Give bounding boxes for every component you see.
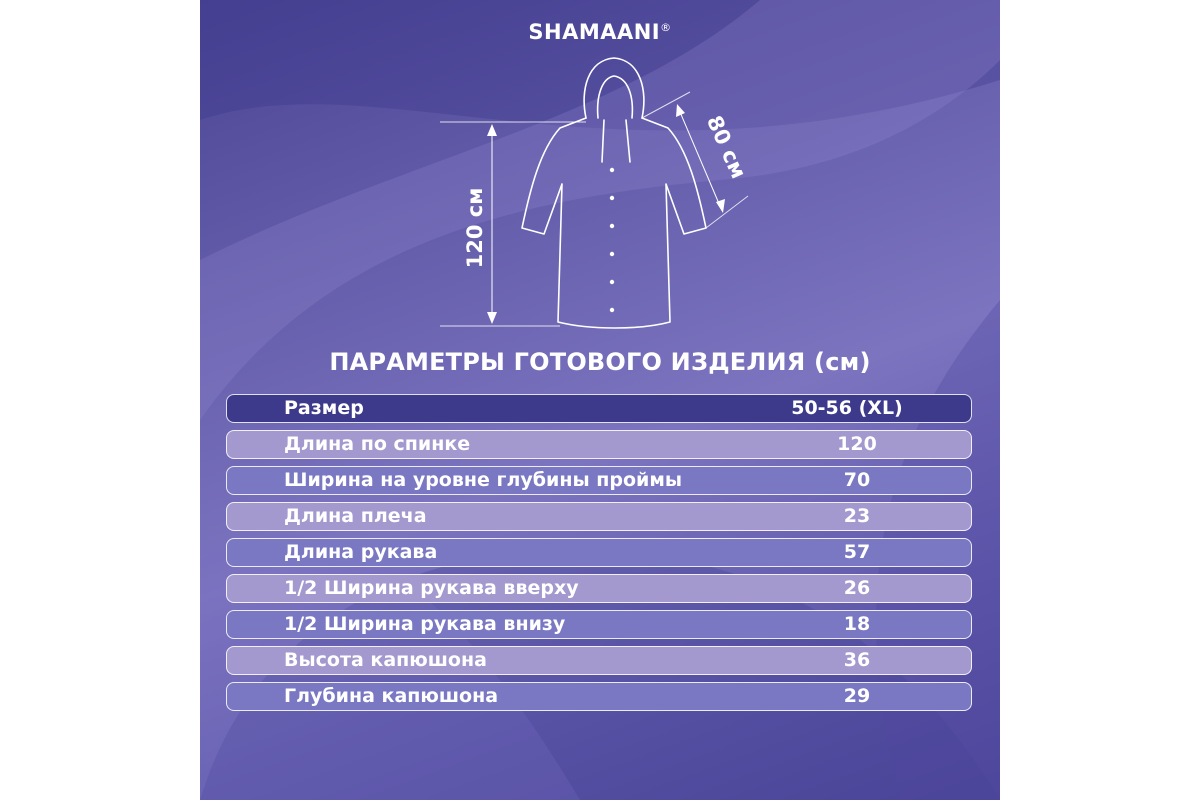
row-param: 1/2 Ширина рукава вверху <box>284 577 579 599</box>
sleeve-dimension-label: 80 см <box>701 112 751 183</box>
row-value: 29 <box>843 685 871 707</box>
row-value: 36 <box>843 649 871 671</box>
row-value: 18 <box>843 613 871 635</box>
raincoat-outline-icon <box>200 0 1000 345</box>
table-row <box>226 430 972 459</box>
table-row <box>226 502 972 531</box>
registered-mark: ® <box>660 21 672 34</box>
table-heading: ПАРАМЕТРЫ ГОТОВОГО ИЗДЕЛИЯ (см) <box>329 348 871 376</box>
table-header-row <box>226 394 972 423</box>
length-dimension-label: 120 см <box>463 187 487 269</box>
row-value: 70 <box>843 469 871 491</box>
row-param: Длина по спинке <box>284 433 471 455</box>
header-value: 50-56 (XL) <box>791 397 903 419</box>
row-value: 120 <box>837 433 877 455</box>
row-param: Высота капюшона <box>284 649 487 671</box>
row-param: Глубина капюшона <box>284 685 499 707</box>
row-param: 1/2 Ширина рукава внизу <box>284 613 566 635</box>
header-param: Размер <box>284 397 364 419</box>
row-value: 57 <box>843 541 871 563</box>
row-param: Ширина на уровне глубины проймы <box>284 469 683 491</box>
table-row <box>226 574 972 603</box>
table-row <box>226 646 972 675</box>
row-param: Длина рукава <box>284 541 438 563</box>
table-row <box>226 466 972 495</box>
row-value: 26 <box>843 577 871 599</box>
brand-name: SHAMAANI <box>528 20 661 44</box>
table-row <box>226 682 972 711</box>
size-chart-panel <box>200 0 1000 800</box>
row-param: Длина плеча <box>284 505 427 527</box>
row-value: 23 <box>843 505 871 527</box>
table-row <box>226 610 972 639</box>
table-row <box>226 538 972 567</box>
